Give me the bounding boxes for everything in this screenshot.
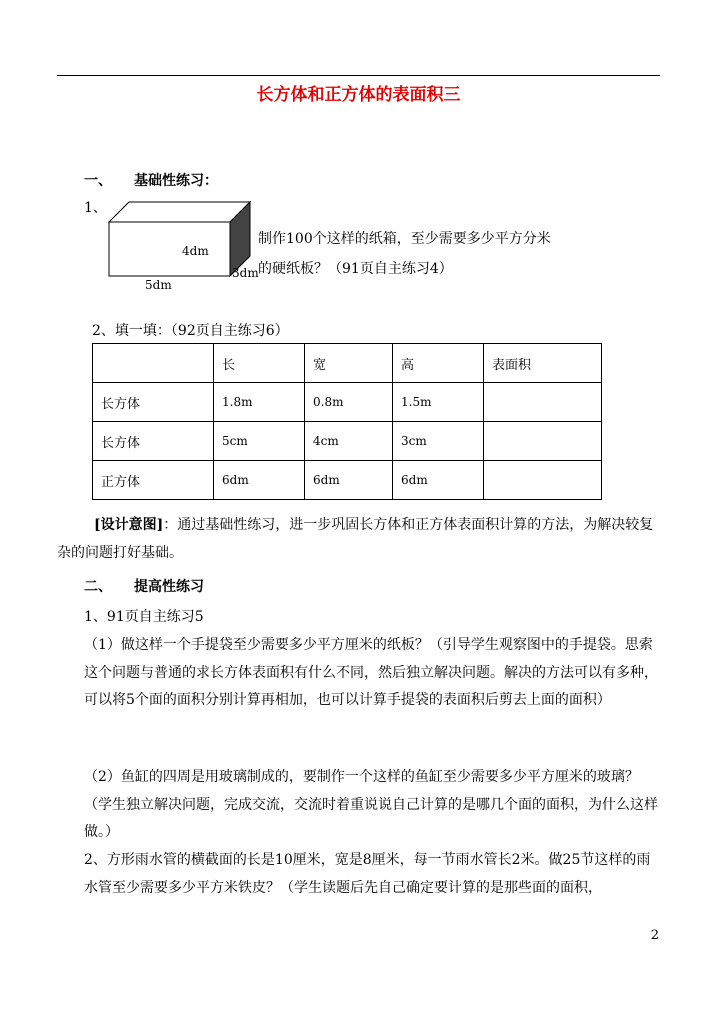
table-header-cell: 高 <box>393 344 484 383</box>
table-header-cell: 长 <box>214 344 305 383</box>
box-top-face <box>109 202 250 222</box>
table-cell: 3cm <box>393 422 484 461</box>
table-cell: 长方体 <box>93 383 214 422</box>
table-cell: 1.5m <box>393 383 484 422</box>
paragraph-2: （1）做这样一个手提袋至少需要多少平方厘米的纸板？（引导学生观察图中的手提袋。思索这个问题与普通的求长方体表面积有什么不同，然后独立解决问题。解决的方法可以有多种，可以将5个面的面积分别计算再相加，也可以计算手提袋的表面积后剪去上面的面积） <box>84 637 658 708</box>
table-header-cell: 宽 <box>305 344 393 383</box>
section1-number: 一、 <box>84 173 112 189</box>
table-header-cell: 表面积 <box>484 344 602 383</box>
box-height-label: 4dm <box>182 244 209 258</box>
table-cell: 5cm <box>214 422 305 461</box>
table-cell <box>484 461 602 500</box>
table-row <box>93 383 602 422</box>
page-title: 长方体和正方体的表面积三 <box>256 85 461 105</box>
design-intent-paragraph <box>57 512 664 567</box>
table-cell: 6dm <box>393 461 484 500</box>
q1-number: 1、 <box>84 200 107 216</box>
q1-text-line2: 的硬纸板？（91页自主练习4） <box>258 261 453 277</box>
table-cell: 正方体 <box>93 461 214 500</box>
box-width-label: 3dm <box>232 266 259 280</box>
design-intent-text: ：通过基础性练习，进一步巩固长方体和正方体表面积计算的方法，为解决较复杂的问题打好基础。 <box>57 517 654 561</box>
table-cell: 0.8m <box>305 383 393 422</box>
section2-number: 二、 <box>84 579 112 595</box>
q2-label: 2、填一填：（92页自主练习6） <box>92 323 289 339</box>
page-number: 2 <box>650 928 659 943</box>
box-length-label: 5dm <box>145 278 172 292</box>
table-cell <box>484 422 602 461</box>
box-side-face <box>230 202 250 276</box>
table-row <box>93 422 602 461</box>
table-cell: 6dm <box>214 461 305 500</box>
table-cell: 1.8m <box>214 383 305 422</box>
design-intent-tag: [设计意图] <box>94 517 164 533</box>
paragraph-4: 2、方形雨水管的横截面的长是10厘米，宽是8厘米，每一节雨水管长2米。做25节这样的雨水管至少需要多少平方米铁皮？（学生读题后先自己确定要计算的是那些面的面积， <box>84 852 651 896</box>
section2-heading: 提高性练习 <box>134 579 204 595</box>
table-cell: 4cm <box>305 422 393 461</box>
header-rule <box>57 75 660 76</box>
table-row <box>93 461 602 500</box>
box-front-face <box>109 222 230 276</box>
paragraph-1: 1、91页自主练习5 <box>84 609 204 625</box>
table-cell: 长方体 <box>93 422 214 461</box>
table-header-cell <box>93 344 214 383</box>
box-diagram <box>100 196 260 296</box>
table-header-row <box>93 344 602 383</box>
table-cell <box>484 383 602 422</box>
section1-heading: 基础性练习： <box>134 173 218 189</box>
paragraph-3: （2）鱼缸的四周是用玻璃制成的，要制作一个这样的鱼缸至少需要多少平方厘米的玻璃？（学生独立解决问题，完成交流，交流时着重说说自己计算的是哪几个面的面积，为什么这样做。） <box>84 769 658 840</box>
q1-text-line1: 制作100个这样的纸箱，至少需要多少平方分米 <box>258 231 551 247</box>
fill-in-table <box>92 343 602 500</box>
table-cell: 6dm <box>305 461 393 500</box>
